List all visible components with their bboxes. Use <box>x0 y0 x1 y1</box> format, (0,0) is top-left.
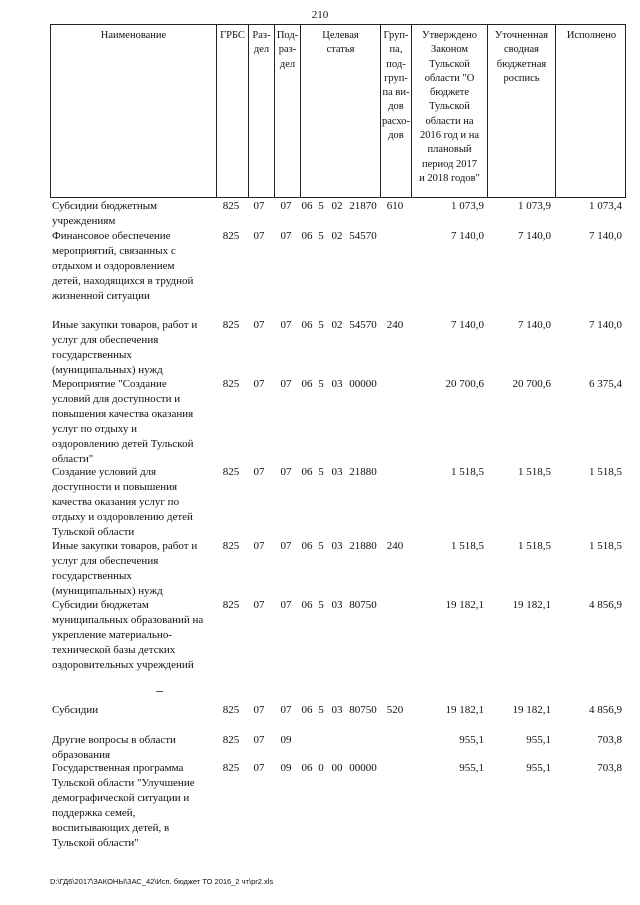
cell-cs3: 00 <box>331 762 343 774</box>
header-grbs: ГРБС <box>216 25 248 197</box>
cell-cs2: 5 <box>318 378 324 390</box>
cell-razdel: 07 <box>253 319 265 331</box>
cell-cs4: 54570 <box>349 319 377 331</box>
cell-executed: 1 518,5 <box>589 466 622 478</box>
cell-refined: 955,1 <box>526 734 551 746</box>
cell-razdel: 07 <box>253 466 265 478</box>
cell-grbs: 825 <box>222 599 240 611</box>
cell-cs4: 80750 <box>349 704 377 716</box>
cell-grbs: 825 <box>222 319 240 331</box>
footer-file-path: D:\ГД6\2017\ЗАКОНЫ\ЗАС_42\Исп. бюджет ТО 2016_2 чт\pr2.xls <box>50 877 274 886</box>
cell-executed: 1 518,5 <box>589 540 622 552</box>
cell-cs1: 06 <box>301 599 313 611</box>
cell-executed: 1 073,4 <box>589 200 622 212</box>
cell-cs4: 21880 <box>349 540 377 552</box>
header-refined: Уточненная сводная бюджетная роспись <box>487 25 555 197</box>
cell-razdel: 07 <box>253 230 265 242</box>
cell-refined: 1 518,5 <box>518 466 551 478</box>
cell-podrazdel: 07 <box>280 704 292 716</box>
cell-cs2: 0 <box>318 762 324 774</box>
header-approved: Утверждено Законом Тульской области "О бюджете Тульской области на 2016 год и на плановый период 2017 и 2018 годов" <box>411 25 487 197</box>
cell-podrazdel: 09 <box>280 734 292 746</box>
cell-refined: 955,1 <box>526 762 551 774</box>
cell-vr: 240 <box>386 319 404 331</box>
cell-refined: 19 182,1 <box>512 599 551 611</box>
header-group: Груп- па, под- груп- па ви- дов расхо- дов <box>380 25 411 197</box>
cell-cs2: 5 <box>318 540 324 552</box>
cell-cs3: 03 <box>331 540 343 552</box>
cell-cs3: 03 <box>331 599 343 611</box>
cell-grbs: 825 <box>222 378 240 390</box>
cell-cs1: 06 <box>301 319 313 331</box>
cell-executed: 4 856,9 <box>589 704 622 716</box>
row-name: Государственная программа Тульской области "Улучшение демографической ситуации и поддержка семей, воспитывающих детей, в Тульской области" <box>52 762 195 849</box>
cell-cs3: 02 <box>331 230 343 242</box>
cell-grbs: 825 <box>222 762 240 774</box>
header-podrazdel: Под- раз- дел <box>274 25 300 197</box>
cell-approved: 19 182,1 <box>445 704 484 716</box>
cell-executed: 7 140,0 <box>589 230 622 242</box>
header-target-article: Целевая статья <box>300 25 380 197</box>
cell-podrazdel: 07 <box>280 200 292 212</box>
row-name: Мероприятие "Создание условий для доступности и повышения качества оказания услуг по отдыху и оздоровлению детей Тульской области" <box>52 378 194 465</box>
cell-cs3: 03 <box>331 704 343 716</box>
stray-mark <box>156 691 163 692</box>
cell-refined: 7 140,0 <box>518 319 551 331</box>
header-name: Наименование <box>100 30 167 41</box>
cell-refined: 1 518,5 <box>518 540 551 552</box>
cell-cs3: 03 <box>331 378 343 390</box>
cell-cs2: 5 <box>318 704 324 716</box>
row-name: Субсидии <box>52 704 99 716</box>
cell-cs1: 06 <box>301 540 313 552</box>
cell-grbs: 825 <box>222 540 240 552</box>
cell-grbs: 825 <box>222 230 240 242</box>
cell-cs1: 06 <box>301 762 313 774</box>
cell-executed: 7 140,0 <box>589 319 622 331</box>
row-name: Субсидии бюджетам муниципальных образований на укрепление материально- технической базы детских оздоровительных учреждений <box>52 599 204 671</box>
cell-cs1: 06 <box>301 466 313 478</box>
cell-razdel: 07 <box>253 540 265 552</box>
cell-cs1: 06 <box>301 200 313 212</box>
row-name: Субсидии бюджетным учреждениям <box>52 200 158 227</box>
cell-razdel: 07 <box>253 200 265 212</box>
cell-approved: 1 518,5 <box>451 540 484 552</box>
cell-approved: 955,1 <box>459 734 484 746</box>
cell-cs3: 02 <box>331 200 343 212</box>
row-name: Создание условий для доступности и повышения качества оказания услуг по отдыху и оздоровлению детей Тульской области <box>52 466 193 538</box>
page-number: 210 <box>311 9 329 21</box>
cell-razdel: 07 <box>253 378 265 390</box>
cell-grbs: 825 <box>222 466 240 478</box>
table-header <box>50 24 626 198</box>
cell-podrazdel: 07 <box>280 540 292 552</box>
cell-cs2: 5 <box>318 466 324 478</box>
row-name: Иные закупки товаров, работ и услуг для обеспечения государственных (муниципальных) нужд <box>52 319 198 376</box>
cell-cs4: 54570 <box>349 230 377 242</box>
cell-executed: 703,8 <box>597 762 622 774</box>
cell-refined: 7 140,0 <box>518 230 551 242</box>
cell-cs1: 06 <box>301 378 313 390</box>
cell-grbs: 825 <box>222 200 240 212</box>
cell-cs2: 5 <box>318 319 324 331</box>
cell-approved: 1 518,5 <box>451 466 484 478</box>
cell-grbs: 825 <box>222 734 240 746</box>
header-executed: Исполнено <box>555 25 627 197</box>
cell-cs2: 5 <box>318 599 324 611</box>
cell-cs4: 00000 <box>349 762 377 774</box>
cell-cs3: 02 <box>331 319 343 331</box>
cell-cs2: 5 <box>318 200 324 212</box>
cell-cs4: 21870 <box>349 200 377 212</box>
cell-refined: 1 073,9 <box>518 200 551 212</box>
row-name: Финансовое обеспечение мероприятий, связанных с отдыхом и оздоровлением детей, находящихся в трудной жизненной ситуации <box>52 230 194 302</box>
row-name: Другие вопросы в области образования <box>52 734 176 761</box>
row-name: Иные закупки товаров, работ и услуг для обеспечения государственных (муниципальных) нужд <box>52 540 198 597</box>
cell-podrazdel: 07 <box>280 230 292 242</box>
cell-razdel: 07 <box>253 734 265 746</box>
cell-cs1: 06 <box>301 704 313 716</box>
cell-cs1: 06 <box>301 230 313 242</box>
cell-podrazdel: 07 <box>280 466 292 478</box>
cell-vr: 610 <box>386 200 404 212</box>
cell-podrazdel: 07 <box>280 319 292 331</box>
cell-refined: 19 182,1 <box>512 704 551 716</box>
cell-podrazdel: 09 <box>280 762 292 774</box>
cell-approved: 7 140,0 <box>451 319 484 331</box>
cell-executed: 703,8 <box>597 734 622 746</box>
cell-razdel: 07 <box>253 762 265 774</box>
cell-executed: 4 856,9 <box>589 599 622 611</box>
cell-executed: 6 375,4 <box>589 378 622 390</box>
cell-cs2: 5 <box>318 230 324 242</box>
cell-podrazdel: 07 <box>280 599 292 611</box>
cell-vr: 520 <box>386 704 404 716</box>
cell-cs4: 00000 <box>349 378 377 390</box>
cell-razdel: 07 <box>253 704 265 716</box>
header-razdel: Раз- дел <box>248 25 274 197</box>
cell-approved: 19 182,1 <box>445 599 484 611</box>
cell-grbs: 825 <box>222 704 240 716</box>
cell-razdel: 07 <box>253 599 265 611</box>
cell-approved: 955,1 <box>459 762 484 774</box>
cell-vr: 240 <box>386 540 404 552</box>
cell-cs4: 21880 <box>349 466 377 478</box>
cell-cs3: 03 <box>331 466 343 478</box>
cell-approved: 20 700,6 <box>445 378 484 390</box>
cell-cs4: 80750 <box>349 599 377 611</box>
cell-approved: 1 073,9 <box>451 200 484 212</box>
cell-refined: 20 700,6 <box>512 378 551 390</box>
cell-podrazdel: 07 <box>280 378 292 390</box>
cell-approved: 7 140,0 <box>451 230 484 242</box>
